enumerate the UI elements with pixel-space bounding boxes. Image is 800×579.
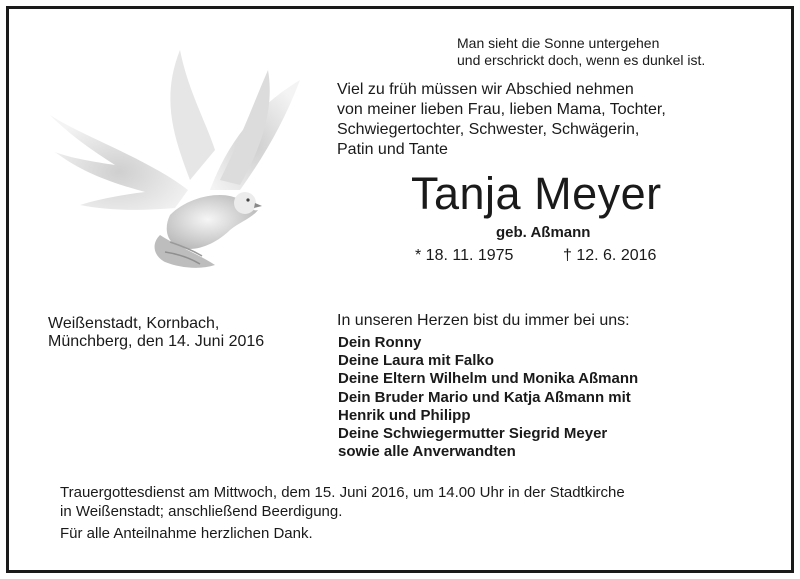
- family-line: Dein Bruder Mario und Katja Aßmann mit: [338, 388, 631, 406]
- thanks-line: Für alle Anteilnahme herzlichen Dank.: [60, 525, 313, 542]
- quote-text: [457, 35, 705, 69]
- family-line: Deine Schwiegermutter Siegrid Meyer: [338, 425, 608, 443]
- quote-line: und erschrickt doch, wenn es dunkel ist.: [457, 52, 706, 68]
- place-line: Weißenstadt, Kornbach,: [48, 315, 220, 332]
- deceased-name: Tanja Meyer: [411, 168, 662, 219]
- family-line: Henrik und Philipp: [338, 406, 471, 424]
- family-line: Deine Laura mit Falko: [338, 352, 494, 370]
- intro-line: Schwiegertochter, Schwester, Schwägerin,: [337, 121, 640, 138]
- service-line: Trauergottesdienst am Mittwoch, dem 15. Juni 2016, um 14.00 Uhr in der Stadtkirche: [60, 484, 625, 501]
- place-line: Münchberg, den 14. Juni 2016: [48, 333, 265, 350]
- service-info: [60, 483, 625, 521]
- family-list: [338, 334, 638, 461]
- place-date: [48, 315, 264, 351]
- service-line: in Weißenstadt; anschließend Beerdigung.: [60, 503, 343, 520]
- hearts-line: In unseren Herzen bist du immer bei uns:: [337, 312, 630, 329]
- intro-line: von meiner lieben Frau, lieben Mama, Tochter,: [337, 101, 666, 118]
- quote-line: Man sieht die Sonne untergehen: [457, 35, 660, 51]
- family-line: Dein Ronny: [338, 334, 422, 351]
- intro-line: Patin und Tante: [337, 141, 448, 158]
- death-date: † 12. 6. 2016: [563, 247, 657, 264]
- intro-text: [337, 80, 666, 160]
- birth-date: * 18. 11. 1975: [415, 247, 514, 264]
- birth-name: geb. Aßmann: [496, 224, 591, 241]
- family-line: sowie alle Anverwandten: [338, 443, 516, 461]
- intro-line: Viel zu früh müssen wir Abschied nehmen: [337, 81, 634, 98]
- family-line: Deine Eltern Wilhelm und Monika Aßmann: [338, 370, 639, 388]
- dove-illustration: [40, 40, 310, 280]
